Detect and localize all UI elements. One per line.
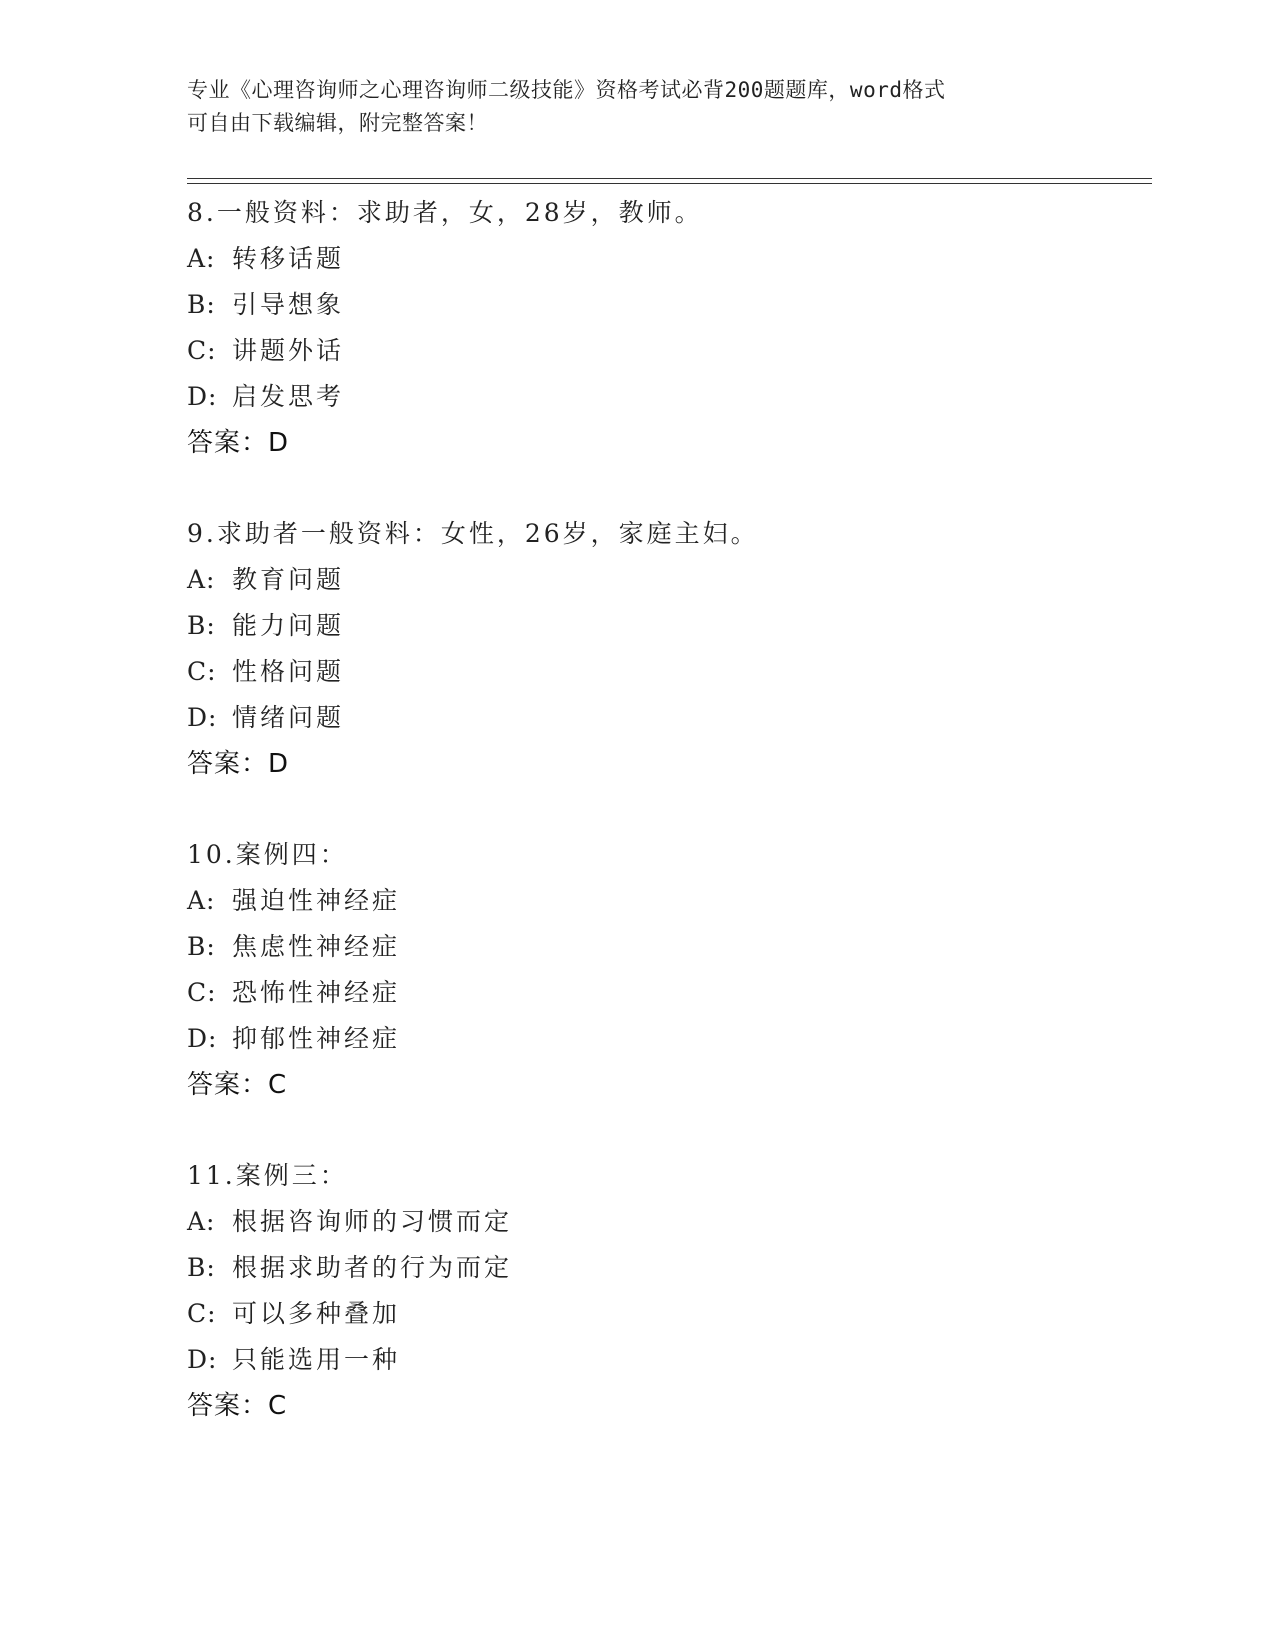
option-text: 情绪问题 — [232, 703, 345, 732]
option-c — [187, 328, 1147, 374]
option-text: 性格问题 — [232, 657, 345, 686]
header-divider-bottom — [187, 183, 1152, 184]
option-letter: C: — [187, 1299, 217, 1328]
option-c — [187, 1291, 1147, 1337]
option-a — [187, 878, 1147, 924]
question-stem: 9.求助者一般资料：女性，26岁，家庭主妇。 — [187, 519, 759, 548]
question-item — [187, 832, 1147, 1108]
option-b — [187, 1245, 1147, 1291]
answer-line: 答案：D — [187, 749, 290, 779]
option-text: 教育问题 — [232, 565, 345, 594]
option-letter: A: — [187, 244, 216, 273]
option-d — [187, 1337, 1147, 1383]
option-text: 根据求助者的行为而定 — [232, 1253, 513, 1282]
option-letter: A: — [187, 1207, 216, 1236]
option-text: 能力问题 — [232, 611, 345, 640]
option-a — [187, 236, 1147, 282]
header-line-2: 可自由下载编辑，附完整答案！ — [187, 111, 488, 135]
option-text: 引导想象 — [232, 290, 345, 319]
answer-line: 答案：D — [187, 428, 290, 458]
option-letter: D: — [187, 1345, 218, 1374]
option-letter: A: — [187, 565, 216, 594]
option-text: 启发思考 — [232, 382, 345, 411]
option-letter: B: — [187, 932, 216, 961]
option-c — [187, 649, 1147, 695]
option-letter: D: — [187, 382, 218, 411]
option-letter: C: — [187, 978, 217, 1007]
question-stem: 8.一般资料：求助者，女，28岁，教师。 — [187, 198, 703, 227]
option-text: 只能选用一种 — [232, 1345, 401, 1374]
option-letter: A: — [187, 886, 216, 915]
answer-line: 答案：C — [187, 1391, 288, 1421]
option-d — [187, 695, 1147, 741]
option-letter: B: — [187, 290, 216, 319]
option-letter: B: — [187, 1253, 216, 1282]
option-text: 可以多种叠加 — [232, 1299, 401, 1328]
option-text: 转移话题 — [232, 244, 345, 273]
option-b — [187, 282, 1147, 328]
option-letter: D: — [187, 703, 218, 732]
option-letter: D: — [187, 1024, 218, 1053]
document-header — [187, 74, 1067, 140]
question-item — [187, 1153, 1147, 1429]
option-text: 讲题外话 — [232, 336, 345, 365]
option-b — [187, 603, 1147, 649]
option-b — [187, 924, 1147, 970]
option-text: 抑郁性神经症 — [232, 1024, 401, 1053]
option-text: 焦虑性神经症 — [232, 932, 401, 961]
option-text: 恐怖性神经症 — [232, 978, 401, 1007]
option-text: 根据咨询师的习惯而定 — [232, 1207, 513, 1236]
option-c — [187, 970, 1147, 1016]
question-list — [187, 190, 1147, 1474]
question-stem: 10.案例四： — [187, 840, 348, 869]
option-text: 强迫性神经症 — [232, 886, 401, 915]
option-letter: C: — [187, 657, 217, 686]
option-d — [187, 1016, 1147, 1062]
option-letter: B: — [187, 611, 216, 640]
option-a — [187, 1199, 1147, 1245]
question-item — [187, 511, 1147, 787]
option-a — [187, 557, 1147, 603]
question-stem: 11.案例三： — [187, 1161, 348, 1190]
header-line-1: 专业《心理咨询师之心理咨询师二级技能》资格考试必背200题题库，word格式 — [187, 78, 946, 102]
option-d — [187, 374, 1147, 420]
answer-line: 答案：C — [187, 1070, 288, 1100]
header-divider-top — [187, 178, 1152, 179]
option-letter: C: — [187, 336, 217, 365]
question-item — [187, 190, 1147, 466]
